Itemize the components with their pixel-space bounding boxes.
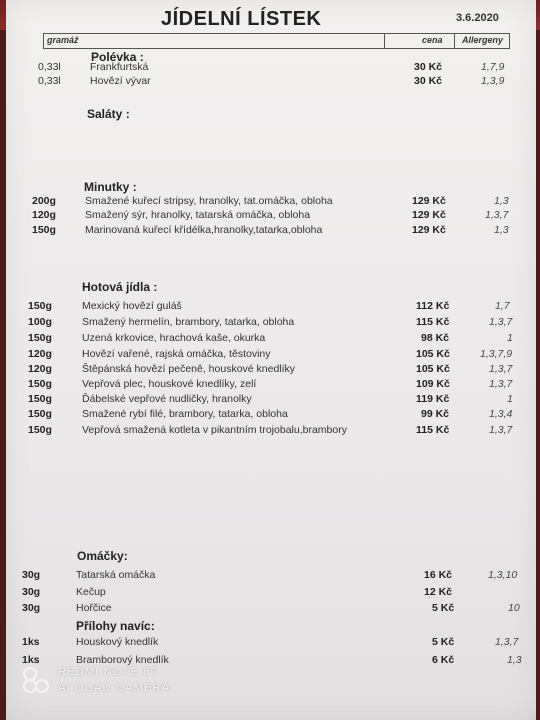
item-allergens: 1 bbox=[507, 393, 513, 405]
item-name: Vepřová plec, houskové knedlíky, zelí bbox=[82, 378, 257, 390]
item-name: Bramborový knedlík bbox=[76, 654, 169, 666]
item-allergens: 1,7,9 bbox=[481, 61, 505, 73]
item-weight: 100g bbox=[28, 316, 52, 328]
item-name: Frankfurtská bbox=[90, 61, 149, 73]
item-price: 129 Kč bbox=[412, 195, 446, 207]
item-weight: 120g bbox=[28, 363, 52, 375]
section-soups: Polévka : bbox=[91, 50, 144, 64]
header-table bbox=[43, 33, 510, 49]
item-name: Mexický hovězí guláš bbox=[82, 300, 182, 312]
menu-date: 3.6.2020 bbox=[456, 12, 499, 24]
item-weight: 150g bbox=[28, 332, 52, 344]
item-price: 5 Kč bbox=[432, 602, 455, 614]
watermark-line1: REDMI NOTE 8T bbox=[58, 666, 159, 678]
item-weight: 150g bbox=[28, 300, 52, 312]
item-name: Smažený sýr, hranolky, tatarská omáčka, obloha bbox=[85, 209, 311, 221]
item-allergens: 1,3 bbox=[507, 654, 522, 666]
item-weight: 150g bbox=[28, 393, 52, 405]
item-weight: 200g bbox=[32, 195, 56, 207]
item-weight: 30g bbox=[22, 602, 41, 614]
item-name: Vepřová smažená kotleta v pikantním trojobalu,brambory bbox=[82, 424, 347, 436]
item-allergens: 1,3,7 bbox=[489, 424, 513, 436]
item-price: 5 Kč bbox=[432, 636, 455, 648]
menu-row bbox=[0, 348, 540, 362]
item-allergens: 1,3 bbox=[494, 195, 509, 207]
header-weight: gramáž bbox=[47, 35, 79, 45]
item-price: 129 Kč bbox=[412, 224, 446, 236]
section-sides: Přílohy navíc: bbox=[76, 619, 155, 633]
item-allergens: 1,3,7 bbox=[495, 636, 519, 648]
item-price: 115 Kč bbox=[416, 424, 450, 436]
item-allergens: 1,7 bbox=[495, 300, 510, 312]
item-name: Kečup bbox=[76, 586, 106, 598]
item-allergens: 10 bbox=[508, 602, 520, 614]
item-price: 109 Kč bbox=[416, 378, 450, 390]
item-weight: 120g bbox=[32, 209, 56, 221]
menu-row bbox=[0, 209, 540, 223]
menu-row bbox=[0, 195, 540, 209]
item-price: 115 Kč bbox=[416, 316, 450, 328]
item-price: 129 Kč bbox=[412, 209, 446, 221]
item-weight: 1ks bbox=[22, 636, 40, 648]
item-allergens: 1,3,7 bbox=[489, 363, 513, 375]
item-price: 105 Kč bbox=[416, 348, 450, 360]
item-name: Marinovaná kuřecí křídélka,hranolky,tatarka,obloha bbox=[85, 224, 323, 236]
item-name: Smažené kuřecí stripsy, hranolky, tat.omáčka, obloha bbox=[85, 195, 333, 207]
item-price: 30 Kč bbox=[414, 61, 443, 73]
item-weight: 150g bbox=[32, 224, 56, 236]
item-name: Štěpánská hovězí pečeně, houskové knedlíky bbox=[82, 363, 296, 375]
item-price: 99 Kč bbox=[421, 408, 450, 420]
item-allergens: 1,3,4 bbox=[489, 408, 513, 420]
menu-row bbox=[0, 75, 540, 89]
item-name: Tatarská omáčka bbox=[76, 569, 156, 581]
item-name: Ďábelské vepřové nudličky, hranolky bbox=[82, 393, 252, 405]
item-price: 30 Kč bbox=[414, 75, 443, 87]
item-price: 98 Kč bbox=[421, 332, 450, 344]
section-salads: Saláty : bbox=[87, 107, 130, 121]
item-allergens: 1,3,9 bbox=[481, 75, 505, 87]
menu-row bbox=[0, 393, 540, 407]
item-weight: 30g bbox=[22, 586, 41, 598]
header-allergens: Allergeny bbox=[462, 35, 504, 45]
item-price: 112 Kč bbox=[416, 300, 450, 312]
item-allergens: 1,3,7 bbox=[489, 316, 513, 328]
item-name: Hořčice bbox=[76, 602, 112, 614]
item-allergens: 1 bbox=[507, 332, 513, 344]
menu-row bbox=[0, 316, 540, 330]
item-allergens: 1,3,7 bbox=[485, 209, 509, 221]
menu-row bbox=[0, 332, 540, 346]
item-price: 119 Kč bbox=[416, 393, 450, 405]
camera-logo-icon bbox=[22, 666, 50, 694]
menu-row bbox=[0, 569, 540, 583]
item-name: Hovězí vývar bbox=[90, 75, 151, 87]
item-price: 16 Kč bbox=[424, 569, 453, 581]
item-allergens: 1,3,7 bbox=[489, 378, 513, 390]
item-name: Houskový knedlík bbox=[76, 636, 159, 648]
menu-title: JÍDELNÍ LÍSTEK bbox=[161, 8, 322, 30]
item-weight: 0,33l bbox=[38, 75, 61, 87]
item-name: Uzená krkovice, hrachová kaše, okurka bbox=[82, 332, 266, 344]
header-divider bbox=[384, 34, 385, 48]
item-weight: 150g bbox=[28, 408, 52, 420]
menu-row bbox=[0, 408, 540, 422]
menu-row bbox=[0, 602, 540, 616]
item-price: 12 Kč bbox=[424, 586, 453, 598]
item-weight: 0,33l bbox=[38, 61, 61, 73]
item-weight: 120g bbox=[28, 348, 52, 360]
section-minutky: Minutky : bbox=[84, 180, 137, 194]
item-weight: 150g bbox=[28, 378, 52, 390]
item-price: 105 Kč bbox=[416, 363, 450, 375]
section-main: Hotová jídla : bbox=[82, 280, 158, 294]
header-price: cena bbox=[422, 35, 443, 45]
menu-row bbox=[0, 636, 540, 650]
menu-row bbox=[0, 363, 540, 377]
item-weight: 1ks bbox=[22, 654, 40, 666]
watermark-line2: AI QUAD CAMERA bbox=[58, 682, 171, 694]
item-name: Smažený hermelín, brambory, tatarka, obloha bbox=[82, 316, 295, 328]
item-name: Hovězí vařené, rajská omáčka, těstoviny bbox=[82, 348, 271, 360]
item-allergens: 1,3,10 bbox=[488, 569, 518, 581]
item-weight: 150g bbox=[28, 424, 52, 436]
menu-row bbox=[0, 378, 540, 392]
item-allergens: 1,3,7,9 bbox=[480, 348, 513, 360]
item-allergens: 1,3 bbox=[494, 224, 509, 236]
item-name: Smažené rybí filé, brambory, tatarka, obloha bbox=[82, 408, 288, 420]
item-price: 6 Kč bbox=[432, 654, 455, 666]
menu-row bbox=[0, 61, 540, 75]
header-divider bbox=[454, 34, 455, 48]
menu-row bbox=[0, 224, 540, 238]
menu-row bbox=[0, 586, 540, 600]
menu-row bbox=[0, 424, 540, 438]
section-sauces: Omáčky: bbox=[77, 549, 128, 563]
item-weight: 30g bbox=[22, 569, 41, 581]
menu-row bbox=[0, 300, 540, 314]
